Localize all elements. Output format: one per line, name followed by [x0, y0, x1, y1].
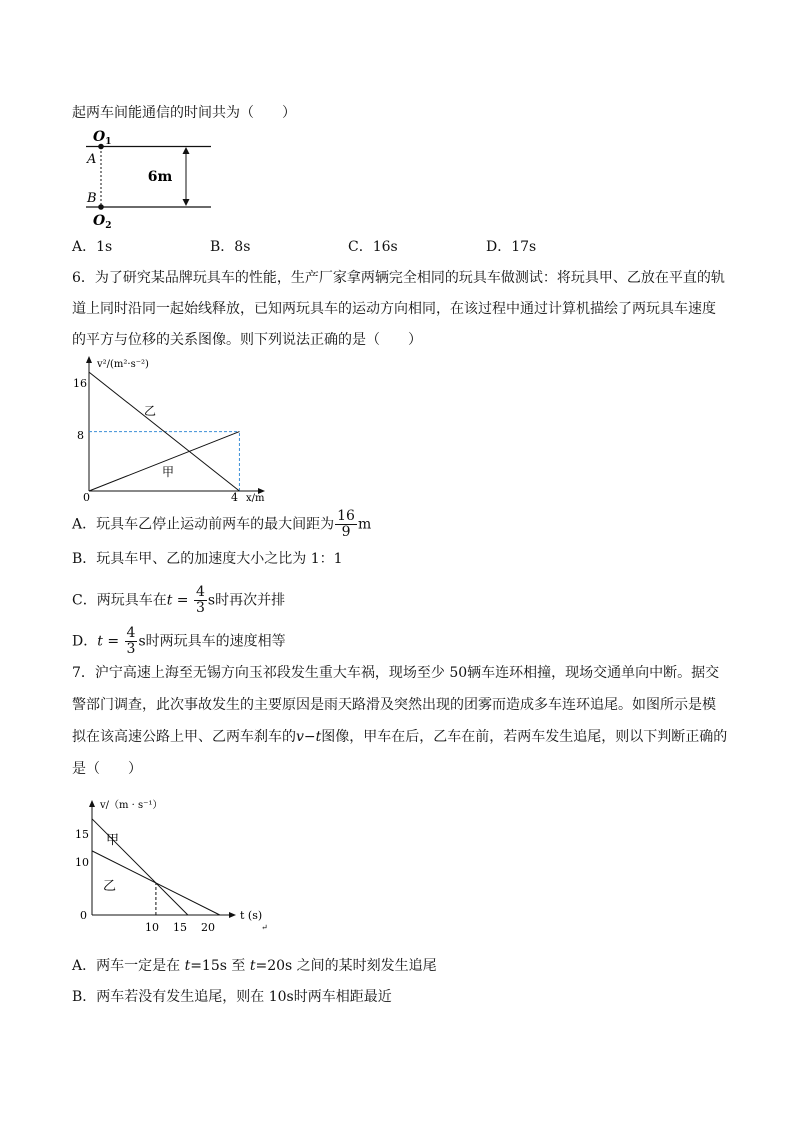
q7-option-a-part-3: =20s 之间的某时刻发生追尾	[255, 958, 437, 974]
q6-option-c-numerator: 4	[196, 584, 205, 600]
q7-return-mark: ↵	[261, 923, 268, 932]
q7-series-yi-label: 乙	[103, 879, 117, 894]
q6-option-d[interactable]: D．t = $\frac{4}{3}$ s时两玩具车的速度相等	[72, 625, 286, 657]
q5-stem-tail: 起两车间能通信的时间共为（ ）	[72, 105, 296, 121]
q7-stem-line-3-part-c: 图像，甲车在后，乙车在前，若两车发生追尾，则以下判断正确的	[321, 729, 728, 745]
q7-option-a-part-1: A．两车一定是在	[72, 958, 185, 974]
q5-point-o2	[98, 204, 104, 210]
q6-y-axis-label: v²/(m²·s⁻²)	[97, 359, 149, 370]
q5-distance-label: 6m	[147, 169, 173, 185]
q6-stem-line-1: 6．为了研究某品牌玩具车的性能，生产厂家拿两辆完全相同的玩具车做测试：将玩具甲、乙放在平直的轨	[72, 270, 725, 286]
q5-option-d[interactable]: D．17s	[486, 239, 537, 255]
q7-xtick-20: 20	[201, 921, 215, 934]
q5-option-c[interactable]: C．16s	[348, 239, 398, 255]
q6-option-d-denominator: 3	[126, 641, 136, 657]
q5-arrow-head-down	[183, 199, 190, 206]
q6-option-d-prefix: D．	[72, 633, 98, 650]
q7-option-b[interactable]: B．两车若没有发生追尾，则在 10s时两车相距最近	[72, 989, 392, 1005]
q7-stem-line-3	[72, 727, 727, 747]
q5-arrow-head-up	[183, 147, 190, 154]
q6-stem-line-3: 的平方与位移的关系图像。则下列说法正确的是（ ）	[72, 332, 422, 348]
q5-label-a: A	[87, 152, 97, 167]
q7-option-a[interactable]	[72, 956, 437, 976]
q7-x-axis-label: t (s)	[240, 909, 263, 922]
q7-stem-line-4: 是（ ）	[72, 761, 142, 777]
q6-series-jia-line	[89, 432, 239, 491]
q6-option-d-rest: s时两玩具车的速度相等	[138, 633, 286, 650]
q6-option-c[interactable]: C．两玩具车在t = $\frac{4}{3}$ s时再次并排	[72, 584, 286, 616]
q5-label-o2: $O_2$	[93, 213, 112, 230]
q6-option-c-rest: s时再次并排	[207, 592, 286, 609]
q6-option-d-var: t	[97, 633, 103, 650]
q6-option-a-fraction	[335, 509, 357, 540]
q7-ytick-0: 0	[80, 909, 87, 922]
q5-label-o1: $O_1$	[93, 129, 112, 147]
q7-y-axis-arrow	[89, 800, 95, 807]
q7-xtick-10: 10	[145, 921, 159, 934]
q7-stem-line-1: 7．沪宁高速上海至无锡方向玉祁段发生重大车祸，现场至少 50辆车连环相撞，现场交通单向中断。据交	[72, 665, 720, 681]
q7-stem-line-3-part-a: 拟在该高速公路上甲、乙两车刹车的	[72, 729, 296, 745]
q7-option-a-var-2: t	[249, 958, 256, 974]
q7-option-a-part-2: =15s 至	[190, 958, 250, 974]
q5-label-b: B	[87, 191, 97, 206]
q7-x-axis-arrow	[229, 912, 236, 918]
q6-option-a[interactable]	[72, 509, 371, 540]
q7-xtick-15: 15	[173, 921, 187, 934]
q6-option-a-numerator: 16	[337, 508, 355, 524]
q7-series-jia-label: 甲	[106, 833, 120, 848]
q6-option-a-denominator: 9	[341, 524, 351, 540]
q6-ytick-16: 16	[73, 377, 87, 390]
q6-option-a-unit: m	[357, 516, 372, 533]
q5-figure	[70, 124, 220, 230]
q6-option-a-text: A．玩具车乙停止运动前两车的最大间距为	[72, 516, 335, 533]
q6-option-c-var: t	[166, 592, 173, 609]
q6-stem-line-2: 道上同时沿同一起始线释放，已知两玩具车的运动方向相同，在该过程中通过计算机描绘了两玩具车速度	[72, 301, 716, 317]
q7-option-a-var-1: t	[184, 958, 191, 974]
q6-y-axis-arrow	[86, 356, 92, 363]
q6-series-yi-label: 乙	[144, 404, 157, 418]
q7-y-axis-label: v/（m · s⁻¹）	[100, 800, 163, 811]
q5-option-a[interactable]: A．1s	[72, 239, 113, 255]
q6-xtick-4: 4	[231, 491, 238, 504]
q7-ytick-15: 15	[75, 828, 89, 841]
q5-option-b[interactable]: B．8s	[210, 239, 251, 255]
q7-v-t-chart	[72, 792, 272, 942]
q7-ytick-10: 10	[75, 856, 89, 869]
q6-option-c-denominator: 3	[196, 600, 205, 616]
q6-option-c-fraction	[194, 585, 207, 616]
q6-option-c-text: C．两玩具车在	[72, 592, 167, 609]
q7-stem-line-3-var: v−t	[296, 729, 322, 745]
q6-ytick-8: 8	[77, 429, 84, 442]
q6-option-d-fraction	[125, 626, 138, 657]
q7-stem-line-2: 警部门调查，此次事故发生的主要原因是雨天路滑及突然出现的团雾而造成多车连环追尾。如图所示是模	[72, 697, 716, 713]
q6-option-d-numerator: 4	[126, 625, 136, 641]
q6-series-jia-label: 甲	[162, 465, 175, 479]
q6-xtick-0: 0	[83, 491, 90, 504]
q6-v2-x-chart	[68, 355, 273, 505]
q6-option-b[interactable]: B．玩具车甲、乙的加速度大小之比为 1：1	[72, 551, 343, 567]
q6-x-axis-label: x/m	[246, 493, 265, 504]
